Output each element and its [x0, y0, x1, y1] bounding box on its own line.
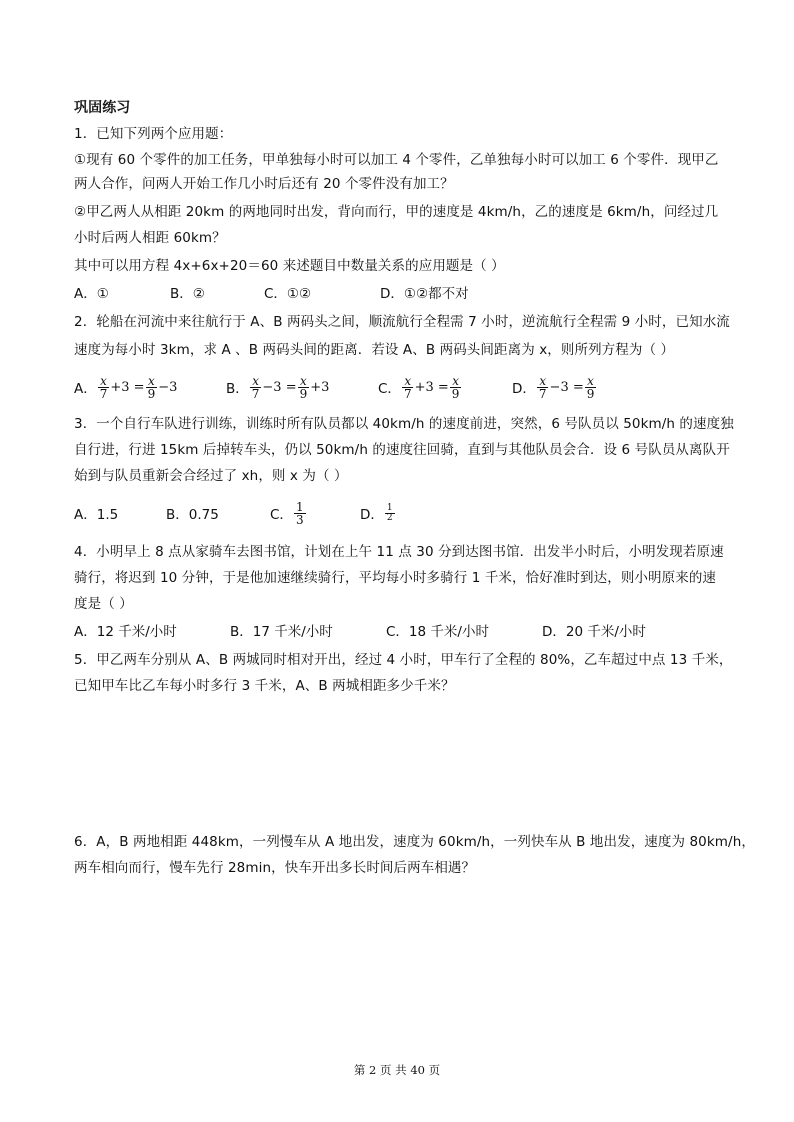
fraction — [294, 501, 306, 526]
numerator: x — [539, 373, 547, 388]
q3-option-c-label: C． — [270, 507, 293, 523]
q2-option-b-equation — [249, 375, 330, 400]
q2-option-b-label: B． — [226, 381, 249, 397]
denominator: 7 — [99, 386, 108, 401]
q2-option-c — [378, 372, 462, 402]
q2-options — [74, 372, 734, 402]
q4-option-a: A．12 千米/小时 — [74, 624, 177, 640]
q2-option-c-label: C． — [378, 381, 401, 397]
q2-option-c-equation — [401, 375, 462, 400]
q4-line3: 度是（ ） — [74, 596, 133, 612]
operator: −3 = — [549, 379, 584, 395]
numerator: x — [148, 373, 155, 388]
fraction — [585, 375, 597, 400]
fraction — [402, 375, 414, 400]
q1-problem1-line1: ①现有 60 个零件的加工任务，甲单独每小时可以加工 4 个零件，乙单独每小时可以加工 6 个零件．现甲乙 — [74, 152, 719, 168]
operator: +3 = — [414, 379, 449, 395]
q3-option-a: A．1.5 — [74, 507, 119, 523]
numerator: x — [300, 373, 307, 388]
q1-stem: 1．已知下列两个应用题： — [74, 126, 233, 142]
q2-line1: 2．轮船在河流中来往航行于 A、B 两码头之间，顺流航行全程需 7 小时，逆流航行全程需 9 小时，已知水流 — [74, 314, 730, 330]
q1-option-d: D．①②都不对 — [380, 286, 469, 302]
q1-problem1-line2: 两人合作，问两人开始工作几小时后还有 20 个零件没有加工？ — [74, 176, 454, 192]
q4-line1: 4．小明早上 8 点从家骑车去图书馆，计划在上午 11 点 30 分到达图书馆．出发半小时后，小明发现若原速 — [74, 544, 724, 560]
q3-option-d-label: D． — [360, 507, 384, 523]
numerator: x — [252, 373, 259, 388]
operator: +3 = — [110, 379, 145, 395]
q2-option-a-label: A． — [74, 381, 97, 397]
fraction — [146, 375, 158, 400]
page-footer: 第 2 页 共 40 页 — [353, 1063, 441, 1077]
fraction — [298, 375, 310, 400]
q4-option-c: C．18 千米/小时 — [386, 624, 489, 640]
denominator: 7 — [403, 386, 412, 401]
q4-line2: 骑行，将迟到 10 分钟，于是他加速继续骑行，平均每小时多骑行 1 千米，恰好准时到达，则小明原来的速 — [74, 570, 717, 586]
q3-line3: 始到与队员重新会合经过了 xh，则 x 为（ ） — [74, 468, 348, 484]
q4-option-d: D．20 千米/小时 — [542, 624, 646, 640]
numerator: x — [100, 373, 107, 388]
q2-option-d-equation — [536, 375, 597, 400]
q3-options — [74, 498, 734, 528]
numerator: x — [404, 373, 412, 388]
q1-options — [74, 280, 734, 304]
q4-options — [74, 618, 734, 642]
q2-option-b — [226, 372, 329, 402]
numerator: x — [452, 373, 459, 388]
denominator: 9 — [451, 386, 460, 401]
denominator: 7 — [251, 386, 260, 401]
q3-line2: 自行进，行进 15km 后掉转车头，仍以 50km/h 的速度往回骑，直到与其他队员会合．设 6 号队员从离队开 — [74, 442, 730, 458]
denominator: 9 — [299, 386, 308, 401]
q5-line1: 5．甲乙两车分别从 A、B 两城同时相对开出，经过 4 小时，甲车行了全程的 80%，乙车超过中点 13 千米， — [74, 652, 733, 668]
q3-option-d — [360, 498, 396, 528]
denominator: 9 — [586, 386, 595, 401]
denominator: 9 — [147, 386, 156, 401]
q3-option-c — [270, 498, 307, 528]
denominator: 3 — [295, 512, 304, 527]
denominator: 2 — [386, 512, 393, 523]
q1-problem2-line2: 小时后两人相距 60km？ — [74, 230, 226, 246]
denominator: 7 — [538, 386, 547, 401]
fraction — [450, 375, 462, 400]
fraction — [98, 375, 110, 400]
q1-option-a: A．① — [74, 286, 109, 302]
numerator: x — [587, 373, 594, 388]
q5-line2: 已知甲车比乙车每小时多行 3 千米，A、B 两城相距多少千米？ — [74, 678, 455, 694]
q1-option-c: C．①② — [264, 286, 312, 302]
q2-option-d-label: D． — [512, 381, 536, 397]
operator: +3 — [310, 379, 330, 395]
fraction — [537, 375, 549, 400]
operator: −3 — [158, 379, 178, 395]
q2-option-d — [512, 372, 597, 402]
q1-option-b: B．② — [170, 286, 205, 302]
q2-line2: 速度为每小时 3km，求 A 、B 两码头间的距离．若设 A、B 两码头间距离为 x，则所列方程为（ ） — [74, 342, 675, 358]
q4-option-b: B．17 千米/小时 — [230, 624, 333, 640]
fraction — [250, 375, 262, 400]
numerator: 1 — [386, 502, 393, 513]
q6-line2: 两车相向而行，慢车先行 28min，快车开出多长时间后两车相遇？ — [74, 860, 476, 876]
operator: −3 = — [262, 379, 297, 395]
section-title: 巩固练习 — [74, 100, 131, 116]
q1-question: 其中可以用方程 4x+6x+20＝60 来述题目中数量关系的应用题是（ ） — [74, 258, 505, 274]
q6-line1: 6．A，B 两地相距 448km，一列慢车从 A 地出发，速度为 60km/h，一列快车从 B 地出发，速度为 80km/h， — [74, 834, 755, 850]
q3-line1: 3．一个自行车队进行训练，训练时所有队员都以 40km/h 的速度前进，突然，6 号队员以 50km/h 的速度独 — [74, 416, 734, 432]
fraction — [385, 504, 395, 523]
q1-problem2-line1: ②甲乙两人从相距 20km 的两地同时出发，背向而行，甲的速度是 4km/h，乙的速度是 6km/h，问经过几 — [74, 204, 719, 220]
q3-option-b: B．0.75 — [166, 507, 219, 523]
q2-option-a — [74, 372, 177, 402]
q2-option-a-equation — [97, 375, 178, 400]
numerator: 1 — [295, 499, 304, 514]
